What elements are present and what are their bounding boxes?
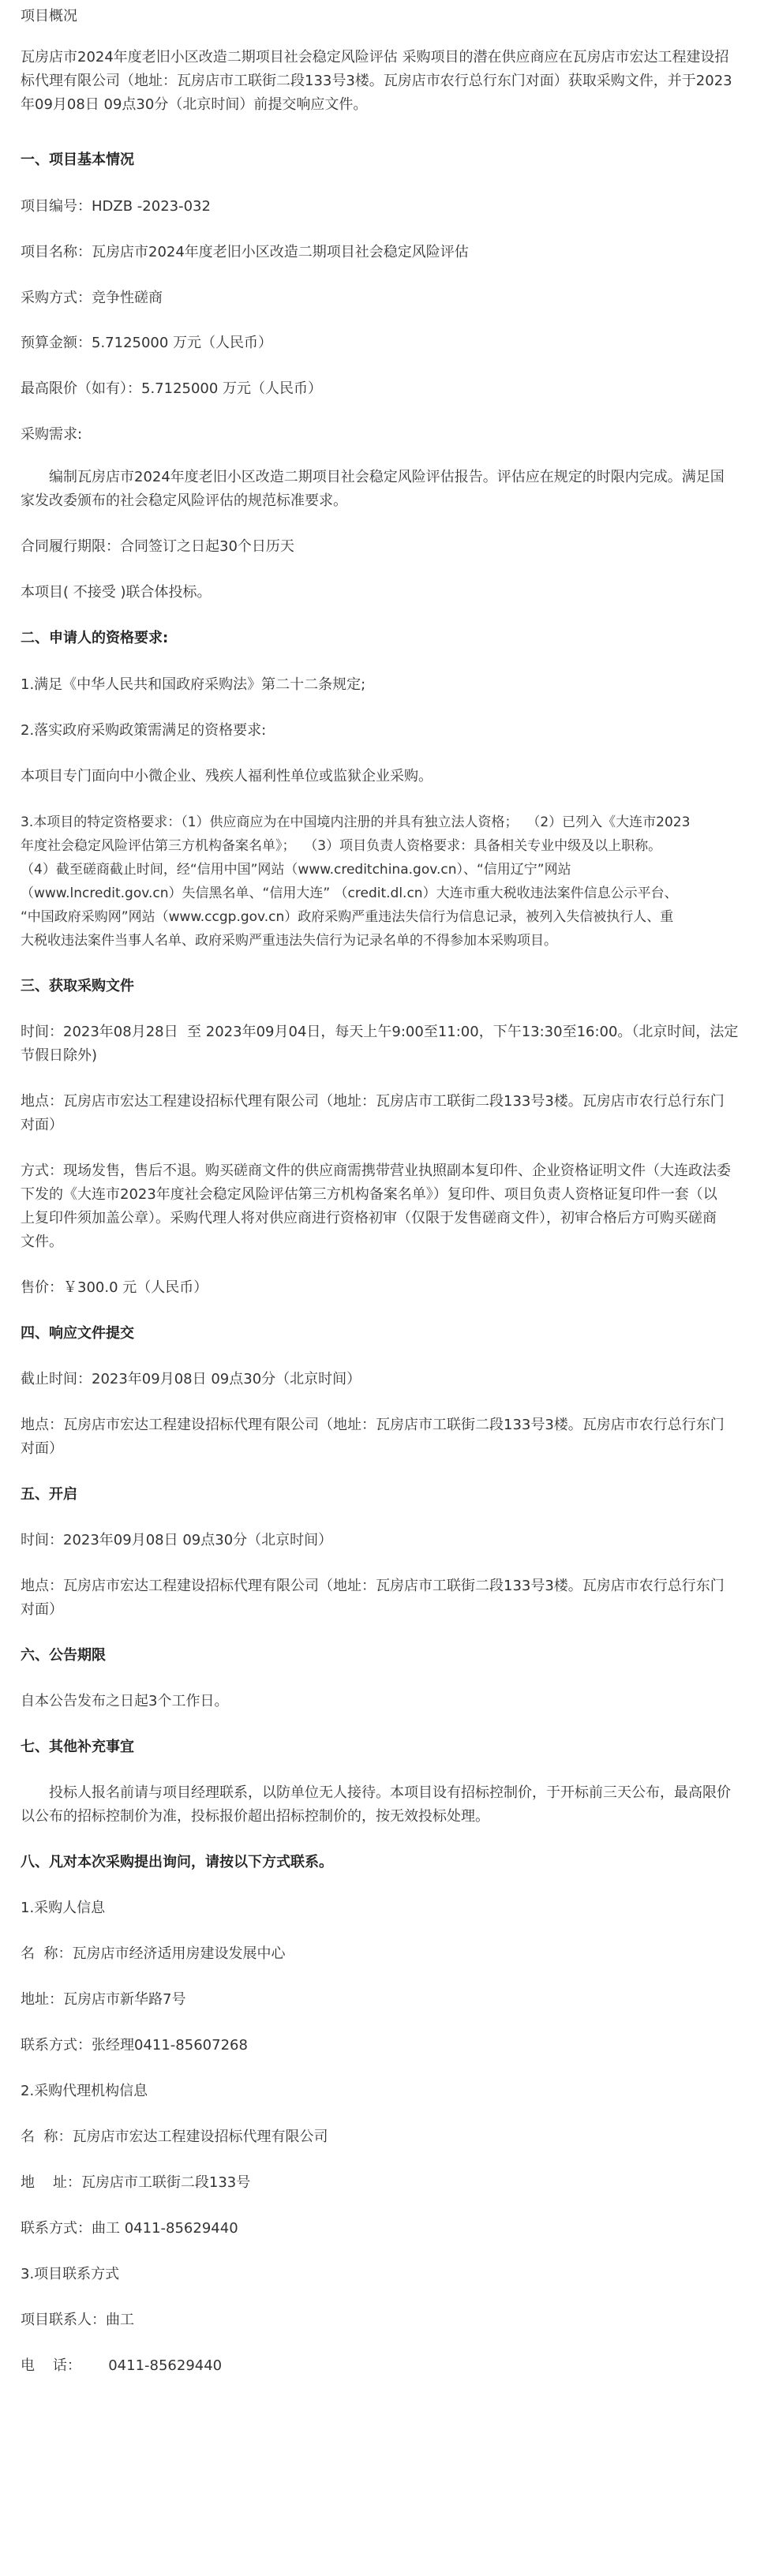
acquire-place-line-2: 对面） xyxy=(21,1117,63,1133)
overview-line-1: 瓦房店市2024年度老旧小区改造二期项目社会稳定风险评估 采购项目的潜在供应商应在瓦房店市宏达工程建设招 xyxy=(21,49,729,66)
submission-deadline: 截止时间：2023年09月08日 09点30分（北京时间） xyxy=(21,1371,361,1387)
procurement-method: 采购方式：竞争性磋商 xyxy=(21,290,163,306)
opening-time: 时间：2023年09月08日 09点30分（北京时间） xyxy=(21,1532,333,1548)
qualification-item-3-line-5: “中国政府采购网”网站（www.ccgp.gov.cn）政府采购严重违法失信行为信息记录，被列入失信被执行人、重 xyxy=(21,909,674,925)
acquire-way-line-1: 方式：现场发售，售后不退。购买磋商文件的供应商需携带营业执照副本复印件、企业资格证明文件（大连政法委 xyxy=(21,1163,731,1179)
submission-place-line-2: 对面） xyxy=(21,1440,63,1457)
acquire-time-line-2: 节假日除外) xyxy=(21,1047,98,1064)
qualification-item-3-line-1: 3.本项目的特定资格要求：（1）供应商应为在中国境内注册的并具有独立法人资格； （2）已列入《大连市2023 xyxy=(21,814,691,830)
submission-place-line-1: 地点：瓦房店市宏达工程建设招标代理有限公司（地址：瓦房店市工联街二段133号3楼。瓦房店市农行总行东门 xyxy=(21,1417,725,1433)
acquire-way-line-2: 下发的《大连市2023年度社会稳定风险评估第三方机构备案名单》）复印件、项目负责人资格证复印件一套（以 xyxy=(21,1186,717,1203)
max-price: 最高限价（如有）：5.7125000 万元（人民币） xyxy=(21,380,323,397)
buyer-name: 名 称：瓦房店市经济适用房建设发展中心 xyxy=(21,1945,286,1962)
buyer-contact: 联系方式：张经理0411-85607268 xyxy=(21,2037,248,2054)
opening-place-line-2: 对面） xyxy=(21,1601,63,1618)
project-contact-title: 3.项目联系方式 xyxy=(21,2266,120,2282)
section4-heading: 四、响应文件提交 xyxy=(21,1325,134,1342)
qualification-item-3-line-3: （4）截至磋商截止时间，经“信用中国”网站（www.creditchina.gov.cn）、“信用辽宁”网站 xyxy=(21,862,571,878)
section3-heading: 三、获取采购文件 xyxy=(21,978,134,994)
acquire-place-line-1: 地点：瓦房店市宏达工程建设招标代理有限公司（地址：瓦房店市工联街二段133号3楼。瓦房店市农行总行东门 xyxy=(21,1093,725,1110)
project-contact-person: 项目联系人：曲工 xyxy=(21,2312,134,2328)
project-name: 项目名称：瓦房店市2024年度老旧小区改造二期项目社会稳定风险评估 xyxy=(21,244,469,260)
qualification-item-3-line-4: （www.lncredit.gov.cn）失信黑名单、“信用大连” （credit.dl.cn）大连市重大税收违法案件信息公示平台、 xyxy=(21,886,678,901)
contract-period: 合同履行期限：合同签订之日起30个日历天 xyxy=(21,538,294,555)
section8-heading: 八、凡对本次采购提出询问，请按以下方式联系。 xyxy=(21,1854,333,1870)
agency-name: 名 称：瓦房店市宏达工程建设招标代理有限公司 xyxy=(21,2129,328,2145)
section5-heading: 五、开启 xyxy=(21,1486,77,1503)
buyer-address: 地址：瓦房店市新华路7号 xyxy=(21,1991,186,2008)
consortium-note: 本项目( 不接受 )联合体投标。 xyxy=(21,584,212,601)
section1-heading: 一、项目基本情况 xyxy=(21,152,134,168)
overview-line-3: 年09月08日 09点30分（北京时间）前提交响应文件。 xyxy=(21,96,368,113)
budget-amount: 预算金额：5.7125000 万元（人民币） xyxy=(21,335,273,351)
project-number: 项目编号：HDZB -2023-032 xyxy=(21,198,211,215)
agency-info-title: 2.采购代理机构信息 xyxy=(21,2083,148,2099)
demand-line-2: 家发改委颁布的社会稳定风险评估的规范标准要求。 xyxy=(21,492,347,509)
qualification-item-3-line-6: 大税收违法案件当事人名单、政府采购严重违法失信行为记录名单的不得参加本采购项目。 xyxy=(21,933,557,949)
opening-place-line-1: 地点：瓦房店市宏达工程建设招标代理有限公司（地址：瓦房店市工联街二段133号3楼。瓦房店市农行总行东门 xyxy=(21,1578,725,1594)
acquire-time-line-1: 时间：2023年08月28日 至 2023年09月04日，每天上午9:00至11:00，下午13:30至16:00。（北京时间，法定 xyxy=(21,1024,739,1040)
overview-line-2: 标代理有限公司（地址：瓦房店市工联街二段133号3楼。瓦房店市农行总行东门对面）获取采购文件，并于2023 xyxy=(21,73,732,89)
section6-heading: 六、公告期限 xyxy=(21,1647,106,1664)
supplementary-line-1: 投标人报名前请与项目经理联系，以防单位无人接待。本项目设有招标控制价，于开标前三天公布，最高限价 xyxy=(49,1784,731,1801)
announcement-period: 自本公告发布之日起3个工作日。 xyxy=(21,1693,229,1709)
acquire-way-line-4: 文件。 xyxy=(21,1234,63,1250)
section2-heading: 二、申请人的资格要求: xyxy=(21,630,169,646)
qualification-item-2: 2.落实政府采购政策需满足的资格要求: xyxy=(21,722,267,739)
acquire-way-line-3: 上复印件须加盖公章）。采购代理人将对供应商进行资格初审（仅限于发售磋商文件），初审合格后方可购买磋商 xyxy=(21,1210,717,1226)
agency-contact: 联系方式：曲工 0411-85629440 xyxy=(21,2220,238,2237)
demand-line-1: 编制瓦房店市2024年度老旧小区改造二期项目社会稳定风险评估报告。评估应在规定的时限内完成。满足国 xyxy=(49,469,725,485)
qualification-item-3-line-2: 年度社会稳定风险评估第三方机构备案名单》； （3）项目负责人资格要求：具备相关专业中级及以上职称。 xyxy=(21,838,662,854)
qualification-item-1: 1.满足《中华人民共和国政府采购法》第二十二条规定; xyxy=(21,676,366,693)
qualification-item-2-detail: 本项目专门面向中小微企业、残疾人福利性单位或监狱企业采购。 xyxy=(21,768,433,784)
agency-address: 地 址：瓦房店市工联街二段133号 xyxy=(21,2174,251,2191)
overview-title: 项目概况 xyxy=(21,8,77,24)
section7-heading: 七、其他补充事宜 xyxy=(21,1739,134,1755)
supplementary-line-2: 以公布的招标控制价为准，投标报价超出招标控制价的，按无效投标处理。 xyxy=(21,1808,489,1825)
project-contact-phone: 电 话： 0411-85629440 xyxy=(21,2357,223,2374)
buyer-info-title: 1.采购人信息 xyxy=(21,1900,106,1916)
document-price: 售价：￥300.0 元（人民币） xyxy=(21,1279,208,1296)
demand-label: 采购需求: xyxy=(21,426,83,443)
